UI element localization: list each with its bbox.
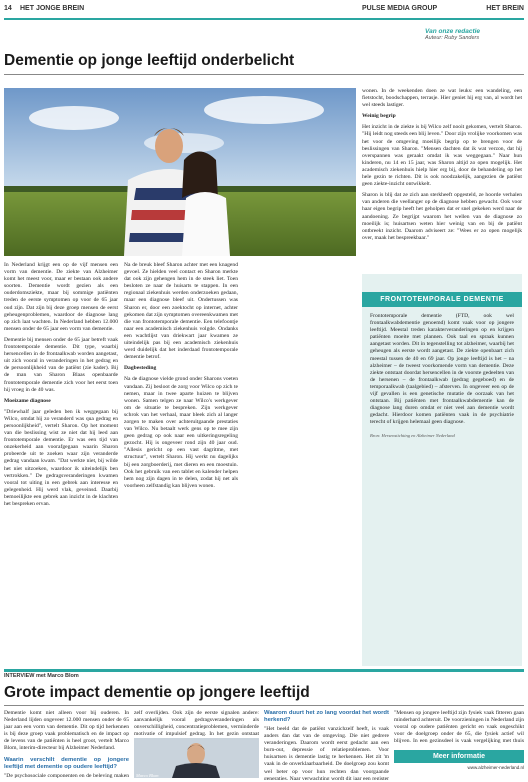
- byline-author: Auteur: Ruby Sanders: [425, 35, 480, 41]
- paragraph: Dementie komt niet alleen voor bij ouderen. In Nederland lijden ongeveer 12.000 mensen onder de 65 jaar aan een vorm van dementie. Dit op tijd herkennen is bij deze groep vaak problematisch en de impact op de levens van de patiënten is heel groot, vertelt Marco Blom, interim-directeur bij Alzheimer Nederland.: [4, 710, 129, 752]
- paragraph: Na de breuk bleef Sharon achter met een knagend gevoel. Ze hielden veel contact en Sharon merkte dat ook zijn gehengen hem in de steek liet. Toen besloten ze naar de huisarts te stappen. In een regionaal ziekenhuis werden onderzoeken gedaan, maar een diagnose bleef uit. Ondertussen was Sharon er, door een zoektocht op internet, achter gekomen dat zijn symptomen overeenkwamen met die van frontotemporale dementie. Een telefoontje naar een academisch ziekenhuis volgde. Ondanks een wachtlijst van driekwart jaar kwamen ze uiteindelijk pas bij een academisch ziekenhuis werd duidelijk dat het inderdaad frontotemporale dementie betrof.: [124, 262, 238, 361]
- couple-photo-illustration: [4, 88, 356, 256]
- article-column-2: [124, 262, 238, 494]
- sidebox-source: Bron: Hersenstichting en Alzheimer Nederland: [370, 432, 455, 438]
- photo-caption: Marco Blom: [136, 773, 159, 778]
- paragraph: Na de diagnose vielde grond onder Sharons voeten vandaan. Zij besloot de zorg voor Wilco op zich te nemen, maar in twee aparte huizen te blijven wonen. Samen telgen ze naar Wilco's werkgever om de situatie te bespreken. Zijn werkgever schrok van het verhaal, maar bleek zich al langer zorgen te maken over achteruitgaande prestaties van Wilco. Nu betaalt werk gens op te mee zijn geen gedrag op ook naar een uitkeringsregeling gezocht. Hij is ongeveer rond zijn 40 jaar oud. "Allesis gericht op een vast dagritme, met structuur", vertelt Sharon. Hij werkt nu dagelijks bij een zorgboerderij, met dieren en een moestuin. Ook het gebruik van een tablet en kalender helpen hem nog zijn dagen in te delen, zodat hij net als voorheen zelfstandig kan blijven wonen.: [124, 376, 238, 489]
- page-number: 14: [4, 5, 12, 12]
- interview-bar: [4, 669, 524, 681]
- paragraph: "Het beeld dat de patiënt vanzichzelf heeft, is vaak anders dan dat van de omgeving. Die niet gedrere veranderingen. Daarom wordt eerst gedacht aan een burn-out, depressie of relatieproblemen. Voor huisartsen is dementie lastig te herkennen. Het zit 'm vaak in de onverklaarbaarheid. De doelgroep zou komt wel beter op voor hun rechten dan voorgaande generaties. Naar verwachting wordt dit jaar een register: [264, 726, 389, 780]
- byline-title: Van onze redactie: [425, 28, 481, 35]
- section-label-right: HET BREIN: [486, 5, 524, 12]
- sidebox-text: Frontotemporale dementie (FTD, ook wel frontaalkwabdementie genoemd) komt vaak voor op jongere leeftijd. Meestal treden karakterveranderingen op en krijgen patiënten moeite met plannen. Ook taal en spraak kunnen aangetast worden. Dit in tegenstelling tot alzheimer, waarbij het geheugen als eerste wordt aangetast. De ziekte openbaart zich meestal tussen de 40 en 69 jaar. Op jonge leeftijd is het – na alzheimer – de tweest voorkomende vorm van dementie. Deze ziekte ontstaat doordat hersencellen in de voorste gedeelten van de hersenen – de frontaalkwab (gedrag gegeboed) en de temporaalkwab (taalgebied) – afsterven. In ongeveer een op de vijf gevallen is een genetische mutatie de oorzaak van het ontstaan. Bij patiënten met frontaalkwabdementie kan de diagnose lang duren omdat er niet veel aan dementie wordt gedacht. Hierdoor komen patiënten vaak in de psychiatrie terecht of krijgen helemaal geen diagnose.: [370, 313, 514, 426]
- publisher-label: PULSE MEDIA GROUP: [362, 5, 438, 12]
- article-column-1: [4, 262, 118, 512]
- article-column-3: [362, 88, 522, 246]
- more-info-button[interactable]: Meer informatie: [394, 750, 524, 763]
- paragraph: Dementie bij mensen onder de 65 jaar betreft vaak frontotemporale dementie. Dit type, waarbij hersencellen in de frontaalkwab worden aangetast, uit zich vooral in veranderingen in het gedrag en de persoonlijkheid van de patiënt (zie kader). Bij de man van Sharon Blaas openbaarde frontotemporale dementie zich voor het eerst toen hij vroeg in de 40 was.: [4, 336, 118, 393]
- paragraph: zelf overlijden. Ook zijn de eerste signalen andere: aanvankelijk vooral gedragsveranderingen als onverschilligheid, concentratieproblemen, verminderde motivatie of impulsief gedrag. In het gezin ontstaat: [134, 710, 259, 736]
- couple-photo: [4, 88, 356, 256]
- question-heading: Waarin verschilt dementie op jongere leeftijd met dementie op oudere leeftijd?: [4, 756, 129, 770]
- paragraph: wonen. In de weekenden doen ze wat leuks: een wandeling, een fietstocht, boodschappen, terrasje. Hier geniet hij erg van, al wordt het wel steeds lastiger.: [362, 88, 522, 109]
- paragraph: "Driewhalf jaar geleden ben ik weggegaan bij Wilco, omdat hij zo veranderd was qua gedrag en persoonlijkheid", vertelt Sharon. Op het moment van die beslissing wist ze niet dat hij leed aan frontotemporale dementie. Er was een tijd van onzekerheid aan voorafgegaan waarin Sharon probeerde uit te zoeken waar zijn veranderde gedrag vandaan kwam. "Dat werkte niet, bij wilde het niet uitzoeken, waardoor ik uiteindelijk ben vertrokken." De gedragsveranderingen kwamen vooral tot uiting in een gebrek aan interesse en gelegenheid. Hij werd vlak, geveinsd. Daarbij bemoeilijkte een gebrek aan inzicht in de klachten het bespreken ervan.: [4, 408, 118, 507]
- sidebox-title: FRONTOTEMPORALE DEMENTIE: [362, 292, 522, 307]
- paragraph: "De psychosociale componenten en de beleving maken: [4, 772, 129, 779]
- info-sidebox: [362, 274, 522, 666]
- article2-column-3: [264, 710, 389, 780]
- question-heading: Waarom duurt het zo lang voordat het wordt herkend?: [264, 710, 389, 723]
- marco-photo: [134, 738, 259, 778]
- more-info-link[interactable]: www.alzheimer-nederland.nl: [467, 765, 524, 770]
- paragraph: "Mensen op jongere leeftijd zijn fysiek vaak fitteren gaan minderhard achteruit. De voorzieningen in Nederland zijn vooral op oudere patiënten gericht en vaak ongeschikt voor de doelgroep onder de 65, die fysiek actief wil blijven. In een gezinsdeel is vaak vergelijking met thuis: [394, 710, 524, 744]
- article2-column-1: [4, 710, 129, 780]
- article2-headline: Grote impact dementie op jongere leeftijd: [4, 684, 310, 701]
- article-headline: Dementie op jonge leeftijd onderbelicht: [4, 52, 295, 69]
- section-label-left: HET JONGE BREIN: [20, 5, 85, 12]
- subheading: Weinig begrip: [362, 113, 396, 120]
- subheading: Moeizame diagnose: [4, 397, 51, 404]
- more-info-box: [394, 750, 524, 770]
- paragraph: Het inzicht in de ziekte is bij Wilco zelf nooit gekomen, vertelt Sharon. "Hij leidt nog steeds een blij leven." Door zijn vrolijke voorkomen was het voor de omgeving moeilijk begrip op te brengen voor de beslissingen van Sharon. "Mensen dachten dat ik wat verzon, dat hij overspannen was geraakt omdat ik was weggegaan." Naar hun kinderen, nu 14 en 15 jaar, was Sharon altijd zo open mogelijk. Het academisch ziekenhuis hielp hier erg bij, door de behandeling op het hele gezin te richten. Dit is ook noodzakelijk, aangezien de patiënt geen ziekte-inzicht ontwikkelt.: [362, 124, 522, 188]
- portrait-illustration: [134, 738, 259, 778]
- paragraph: Sharon is blij dat ze zich aan sterkheeft opgesteld, ze hoorde verhalen van anderen die veellanger op de diagnose hebben gewacht. Ook voor haar eigen begrip heeft het geholpen dat er snel gekeken werd naar de aandoening. Ze begrijpt waarom het wellen van de diagnose zo moeilijk is; huisartsen weten hier weinig van en bij de patiënt ontbreekt inzicht. Daarom adviseert ze: "Wees er zo open mogelijk over, maak het bespreekbaar.": [362, 192, 522, 241]
- headline-divider: [4, 74, 524, 75]
- subheading: Dagbesteding: [124, 365, 157, 372]
- article2-column-2: [134, 710, 259, 736]
- byline: [425, 28, 520, 41]
- paragraph: In Nederland krijgt een op de vijf mensen een vorm van dementie. De ziekte van Alzheimer komt het meest voor, maar er bestaan ook andere soorten. Dementie wordt gezien als een ouderdomsziekte, maar bij sommige patiënten treden de eerste symptomen op voor de 65 jaar oud zijn. Dat zijn bij deze groep mensen de eerst geheugenproblemen, waardoor de diagnose lang op zich laat wachten. In Nederland hebben 12.000 mensen onder de 65 jaar een vorm van dementie.: [4, 262, 118, 332]
- article2-column-4: [394, 710, 524, 744]
- headline2-divider: [4, 705, 524, 706]
- top-bar: [4, 4, 524, 20]
- interview-label: INTERVIEW met Marco Blom: [4, 673, 79, 679]
